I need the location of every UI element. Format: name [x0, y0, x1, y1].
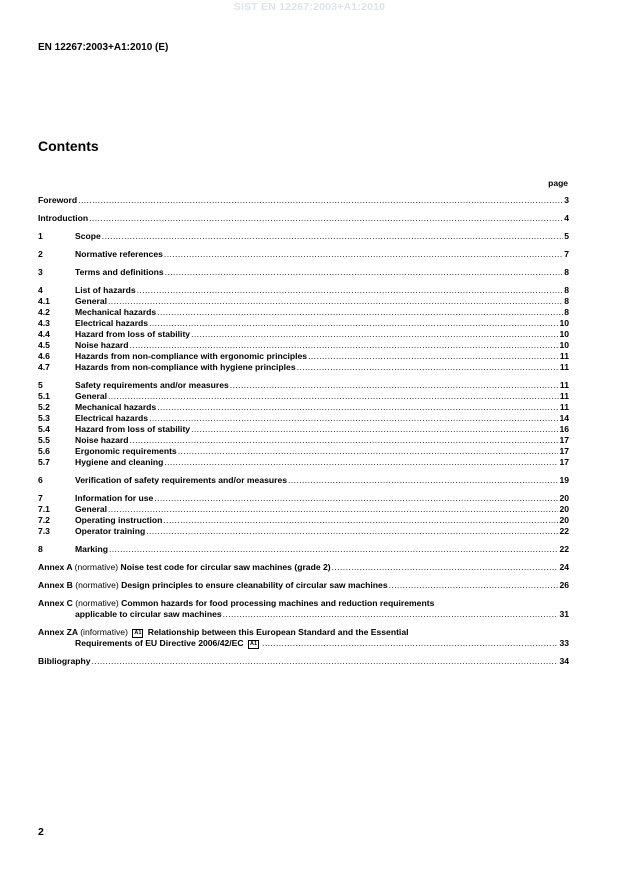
toc-title: Mechanical hazards	[75, 307, 157, 317]
toc-entry-6[interactable]	[38, 475, 569, 486]
toc-number: 5.5	[38, 435, 50, 445]
annex-type: (normative)	[74, 562, 119, 572]
toc-title: List of hazards	[75, 285, 136, 295]
toc-entry-4-3[interactable]	[38, 318, 569, 329]
toc-entry-8[interactable]	[38, 544, 569, 555]
document-id: EN 12267:2003+A1:2010 (E)	[38, 42, 169, 53]
toc-page: 8	[564, 267, 569, 277]
toc-number: 4.1	[38, 296, 50, 306]
toc-number: 4.7	[38, 362, 50, 372]
toc-title: Noise hazard	[75, 435, 129, 445]
toc-entry-5-6[interactable]	[38, 446, 569, 457]
toc-number: 5.4	[38, 424, 50, 434]
toc-number: 5.1	[38, 391, 50, 401]
toc-number: 2	[38, 249, 43, 259]
toc-title: Marking	[75, 544, 108, 554]
toc-page: 11	[559, 351, 569, 361]
amendment-end-icon: A1	[250, 641, 258, 647]
toc-page: 10	[559, 329, 569, 339]
toc-entry-5-2[interactable]	[38, 402, 569, 413]
toc-number: 5.7	[38, 457, 50, 467]
toc-title: Hazard from loss of stability	[75, 424, 191, 434]
toc-title: Hazards from non-compliance with ergonomic principles	[75, 351, 308, 361]
toc-entry-5-5[interactable]	[38, 435, 569, 446]
toc-number: 4.2	[38, 307, 50, 317]
toc-title: Normative references	[75, 249, 163, 259]
annex-label: Annex A	[38, 562, 73, 572]
toc-title: Information for use	[75, 493, 154, 503]
toc-number: 4	[38, 285, 43, 295]
toc-title: General	[75, 504, 108, 514]
annex-type: (informative)	[80, 627, 128, 637]
toc-entry-5-1[interactable]	[38, 391, 569, 402]
toc-page: 26	[559, 580, 569, 590]
toc-page: 4	[564, 213, 569, 223]
toc-title: General	[75, 391, 108, 401]
toc-title: Mechanical hazards	[75, 402, 157, 412]
toc-page: 11	[559, 362, 569, 372]
toc-number: 5	[38, 380, 43, 390]
toc-page: 33	[559, 638, 569, 648]
page-column-label: page	[548, 178, 568, 188]
annex-type: (normative)	[75, 598, 119, 608]
toc-page: 11	[559, 391, 569, 401]
toc-page: 8	[564, 307, 569, 317]
toc-number: 4.6	[38, 351, 50, 361]
toc-entry-7[interactable]	[38, 493, 569, 504]
toc-number: 6	[38, 475, 43, 485]
toc-title: Terms and definitions	[75, 267, 164, 277]
toc-entry-annex-a[interactable]	[38, 562, 569, 573]
toc-title: General	[75, 296, 108, 306]
annex-title: Design principles to ensure cleanability of circular saw machines	[121, 580, 388, 590]
toc-page: 7	[564, 249, 569, 259]
toc-title: Electrical hazards	[75, 318, 149, 328]
toc-entry-annex-c-line2[interactable]	[38, 609, 569, 620]
toc-title: Verification of safety requirements and/or measures	[75, 475, 288, 485]
toc-page: 3	[564, 195, 569, 205]
toc-title: Ergonomic requirements	[75, 446, 177, 456]
toc-entry-1[interactable]	[38, 231, 569, 242]
toc-title: Hygiene and cleaning	[75, 457, 164, 467]
toc-page: 19	[559, 475, 569, 485]
toc-entry-5[interactable]	[38, 380, 569, 391]
toc-page: 11	[559, 402, 569, 412]
toc-entry-7-1[interactable]	[38, 504, 569, 515]
toc-number: 4.4	[38, 329, 50, 339]
annex-title: Relationship between this European Standard and the Essential	[147, 627, 409, 637]
toc-entry-5-7[interactable]	[38, 457, 569, 468]
toc-title: Safety requirements and/or measures	[75, 380, 229, 390]
toc-entry-4-5[interactable]	[38, 340, 569, 351]
toc-title: Operator training	[75, 526, 146, 536]
annex-title-continued: Requirements of EU Directive 2006/42/EC	[75, 638, 244, 648]
toc-entry-3[interactable]	[38, 267, 569, 278]
annex-title-continued: applicable to circular saw machines	[75, 609, 222, 619]
toc-entry-4-6[interactable]	[38, 351, 569, 362]
toc-page: 20	[559, 504, 569, 514]
toc-page: 17	[559, 435, 569, 445]
table-of-contents	[38, 195, 569, 667]
toc-number: 8	[38, 544, 43, 554]
toc-number: 4.3	[38, 318, 50, 328]
contents-title: Contents	[38, 138, 99, 154]
toc-number: 7.1	[38, 504, 50, 514]
toc-title: Hazards from non-compliance with hygiene principles	[75, 362, 296, 372]
annex-title: Noise test code for circular saw machines (grade 2)	[120, 562, 331, 572]
toc-page: 10	[559, 318, 569, 328]
toc-entry-foreword[interactable]	[38, 195, 569, 206]
toc-number: 1	[38, 231, 43, 241]
toc-page: 5	[564, 231, 569, 241]
page-number: 2	[38, 826, 44, 838]
toc-page: 31	[559, 609, 569, 619]
toc-number: 5.6	[38, 446, 50, 456]
watermark: SIST EN 12267:2003+A1:2010	[233, 1, 386, 13]
toc-page: 20	[559, 515, 569, 525]
toc-page: 22	[559, 544, 569, 554]
annex-label: Annex C	[38, 598, 73, 608]
amendment-start-icon: A1	[134, 630, 142, 636]
toc-title: Operating instruction	[75, 515, 163, 525]
toc-title: Hazard from loss of stability	[75, 329, 191, 339]
toc-page: 17	[559, 457, 569, 467]
toc-entry-annex-za-line1[interactable]	[38, 627, 569, 638]
annex-label: Annex ZA	[38, 627, 78, 637]
toc-number: 4.5	[38, 340, 50, 350]
toc-page: 10	[559, 340, 569, 350]
toc-entry-7-2[interactable]	[38, 515, 569, 526]
toc-entry-4-2[interactable]	[38, 307, 569, 318]
toc-number: 5.3	[38, 413, 50, 423]
toc-entry-annex-za-line2[interactable]	[38, 638, 569, 649]
toc-title: Noise hazard	[75, 340, 129, 350]
toc-entry-annex-b[interactable]	[38, 580, 569, 591]
toc-page: 20	[559, 493, 569, 503]
toc-page: 34	[559, 656, 569, 666]
toc-page: 8	[564, 285, 569, 295]
toc-title: Introduction	[38, 213, 89, 223]
toc-entry-annex-c-line1[interactable]	[38, 598, 569, 609]
toc-title: Electrical hazards	[75, 413, 149, 423]
toc-page: 14	[559, 413, 569, 423]
toc-entry-bibliography[interactable]	[38, 656, 569, 667]
annex-label: Annex B	[38, 580, 73, 590]
toc-page: 24	[559, 562, 569, 572]
toc-entry-4-7[interactable]	[38, 362, 569, 373]
toc-title: Bibliography	[38, 656, 91, 666]
toc-entry-4-1[interactable]	[38, 296, 569, 307]
toc-number: 3	[38, 267, 43, 277]
toc-page: 16	[559, 424, 569, 434]
toc-entry-5-3[interactable]	[38, 413, 569, 424]
toc-entry-2[interactable]	[38, 249, 569, 260]
toc-number: 7.3	[38, 526, 50, 536]
toc-page: 11	[559, 380, 569, 390]
toc-entry-7-3[interactable]	[38, 526, 569, 537]
toc-title: Scope	[75, 231, 101, 241]
toc-title: Foreword	[38, 195, 78, 205]
toc-number: 7	[38, 493, 43, 503]
toc-page: 17	[559, 446, 569, 456]
toc-number: 5.2	[38, 402, 50, 412]
toc-page: 22	[559, 526, 569, 536]
toc-entry-4-4[interactable]	[38, 329, 569, 340]
annex-title: Common hazards for food processing machines and reduction requirements	[121, 598, 435, 608]
toc-number: 7.2	[38, 515, 50, 525]
toc-entry-introduction[interactable]	[38, 213, 569, 224]
toc-entry-5-4[interactable]	[38, 424, 569, 435]
toc-page: 8	[564, 296, 569, 306]
toc-entry-4[interactable]	[38, 285, 569, 296]
annex-type: (normative)	[75, 580, 119, 590]
